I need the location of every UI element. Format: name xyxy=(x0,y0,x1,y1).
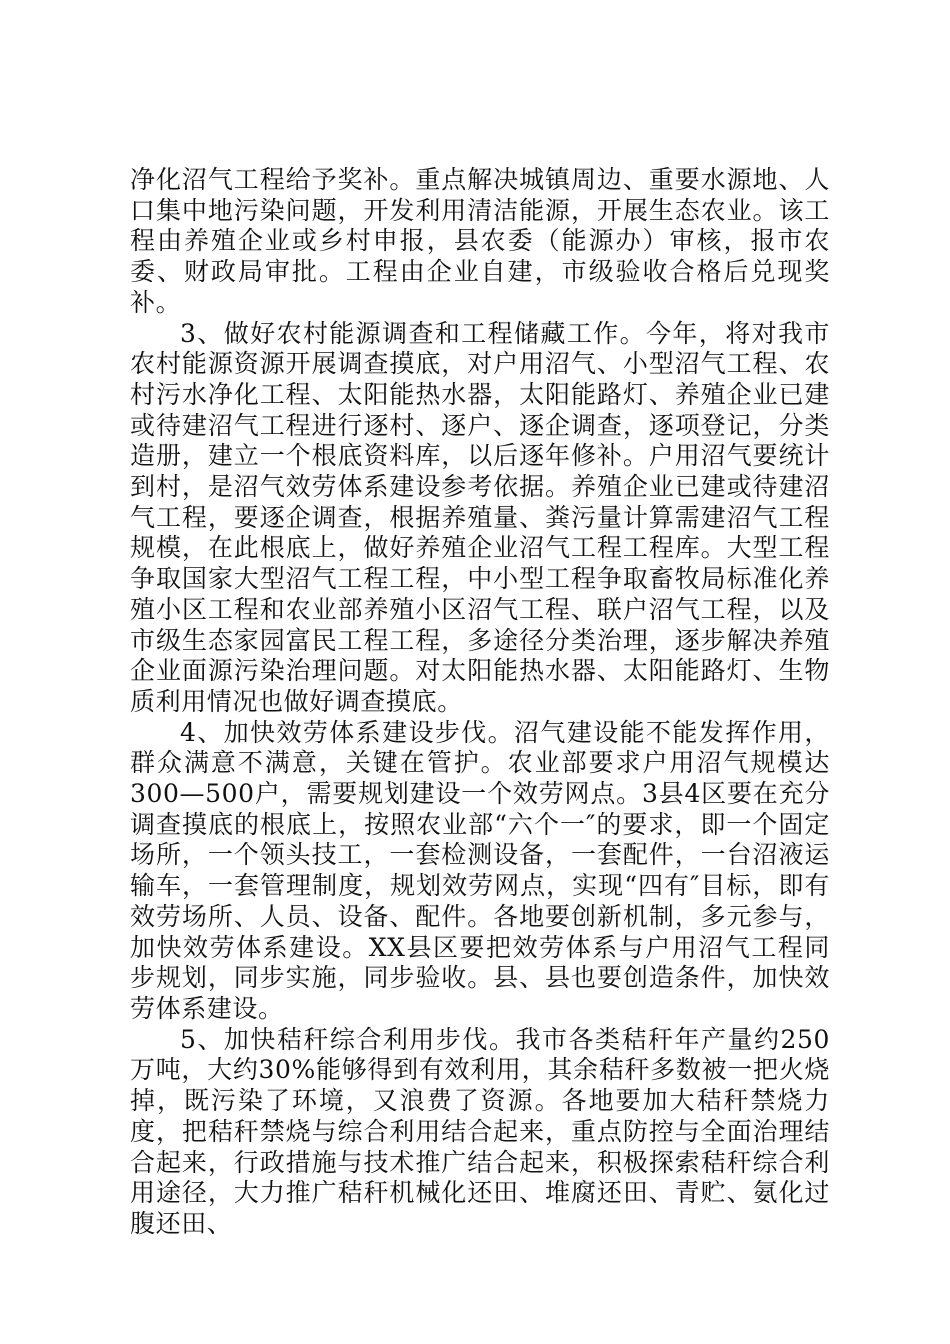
paragraph-item-4: 4、加快效劳体系建设步伐。沼气建设能不能发挥作用，群众满意不满意，关键在管护。农业部要求户用沼气规模达300—500户，需要规划建设一个效劳网点。3县4区要在充分调查摸底的根底上，按照农业部“六个一″的要求，即一个固定场所，一个领头技工，一套检测设备，一套配件，一台沼液运输车，一套管理制度，规划效劳网点，实现“四有″目标，即有效劳场所、人员、设备、配件。各地要创新机制，多元参与，加快效劳体系建设。XX县区要把效劳体系与户用沼气工程同步规划，同步实施，同步验收。县、县也要创造条件，加快效劳体系建设。 xyxy=(130,717,830,1023)
document-body xyxy=(130,165,830,1240)
paragraph-continuation: 净化沼气工程给予奖补。重点解决城镇周边、重要水源地、人口集中地污染问题，开发利用清洁能源，开展生态农业。该工程由养殖企业或乡村申报，县农委（能源办）审核，报市农委、财政局审批。工程由企业自建，市级验收合格后兑现奖补。 xyxy=(130,165,830,317)
paragraph-item-3: 3、做好农村能源调查和工程储藏工作。今年，将对我市农村能源资源开展调查摸底，对户用沼气、小型沼气工程、农村污水净化工程、太阳能热水器，太阳能路灯、养殖企业已建或待建沼气工程进行逐村、逐户、逐企调查，逐项登记，分类造册，建立一个根底资料库，以后逐年修补。户用沼气要统计到村，是沼气效劳体系建设参考依据。养殖企业已建或待建沼气工程，要逐企调查，根据养殖量、粪污量计算需建沼气工程规模，在此根底上，做好养殖企业沼气工程工程库。大型工程争取国家大型沼气工程工程，中小型工程争取畜牧局标准化养殖小区工程和农业部养殖小区沼气工程、联户沼气工程，以及市级生态家园富民工程工程，多途径分类治理，逐步解决养殖企业面源污染治理问题。对太阳能热水器、太阳能路灯、生物质利用情况也做好调查摸底。 xyxy=(130,318,830,716)
paragraph-item-5: 5、加快秸秆综合利用步伐。我市各类秸秆年产量约250万吨，大约30%能够得到有效利用，其余秸秆多数被一把火烧掉，既污染了环境，又浪费了资源。各地要加大秸秆禁烧力度，把秸秆禁烧与综合利用结合起来，重点防控与全面治理结合起来，行政措施与技术推广结合起来，积极探索秸秆综合利用途径，大力推广秸秆机械化还田、堆腐还田、青贮、氨化过腹还田、 xyxy=(130,1024,830,1238)
